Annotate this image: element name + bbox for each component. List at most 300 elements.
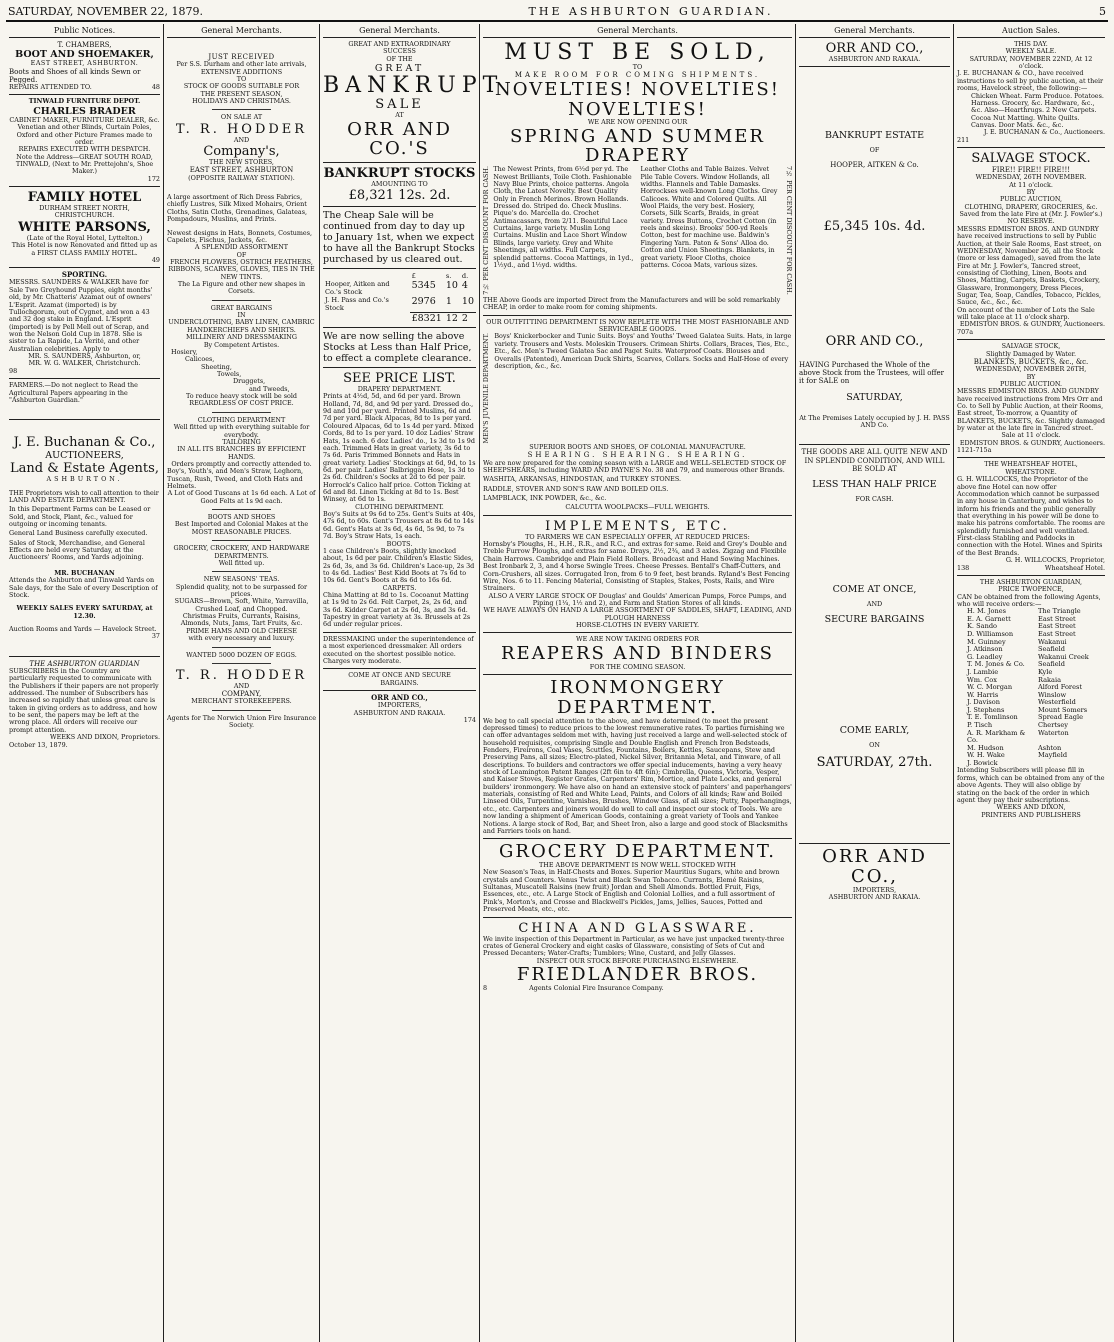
boys-hats: Boy's, Youth's, and Men's Straw, Leghorn, Tuscan, Rush, Tweed, and Cloth Hats and Helmets. — [167, 467, 304, 491]
buchanan-signature: J. E. BUCHANAN & Co., Auctioneers. — [983, 128, 1105, 137]
sale-at-11: Sale at 11 o'clock. — [1001, 431, 1061, 440]
saturday: SATURDAY, — [846, 391, 903, 403]
wheatsheaf-town: WHEATSTONE. — [1005, 467, 1057, 476]
ad-number: 37 — [151, 632, 160, 641]
sale: SALE — [375, 97, 424, 113]
boots-prices: 1 case Children's Boots, slightly knocked about, 1s 6d per pair. Children's Elastic Sides, 2s 6d, 3s, and 3s 6d. Children's Lace-up, 2s 3d to 4s 6d. Ladies' Best Kidd Boots at 7s 6d to 10s 6d. Gent's Boots at 8s 6d to 16s 6d. — [323, 546, 475, 585]
divider — [212, 109, 272, 110]
table-header: s. — [445, 272, 452, 281]
divider — [483, 838, 792, 839]
willcocks-place: Wheatsheaf Hotel. — [1044, 563, 1105, 572]
divider — [9, 656, 160, 657]
total-pence: 2 — [460, 312, 476, 324]
agent-name: W. H. Wake — [967, 751, 1005, 760]
divider — [483, 632, 792, 633]
friedlander-bros: FRIEDLANDER BROS. — [516, 964, 759, 985]
divider — [323, 206, 476, 207]
premises: At The Premises Lately occupied by J. H. PASS AND Co. — [799, 413, 950, 430]
holidays: HOLIDAYS AND CHRISTMAS. — [192, 97, 291, 106]
and: AND — [233, 681, 250, 690]
carpets-prices: China Matting at 8d to 1s. Cocoanut Matting at 1s 9d to 2s 6d. Felt Carpet, 2s, 2s 6d, and 3s 6d. Kidder Carpet at 2s 6d, 3s, and 3s 6d. Tapestry in great variety at 3s. Brussels at 2s 6d under regular prices. — [323, 591, 471, 629]
divider — [9, 419, 160, 420]
sale-date: SATURDAY, NOVEMBER 22ND, At 12 o'clock. — [969, 54, 1093, 71]
agent-location: Chertsey — [1038, 720, 1069, 729]
agent-name: J. Stephens — [967, 705, 1005, 714]
edmiston-instructions-2: MESSRS EDMISTON BROS. AND GUNDRY have received instructions from Mrs Orr and Co. to Sell by Public Auction, at their Rooms, East street, To-morrow, a Quantity of BLANKETS, BUCKETS, &c. Slightly damaged by water at the late fire in Tancred street. — [957, 387, 1105, 433]
ironmongery-body: We beg to call special attention to the above, and have determined (to meet the present depressed times) to reduce prices to the lowest remunerative rates. To parties furnishing we can offer advantages seldom met with, having just received a large and well-selected stock of household requisites, comprising Single and Double English and French Iron Bedsteads, Fenders, Fireirons, Coal Vases, Scuttles, Fountains, Boilers, Kettles, Saucepans, Stew and Preserving Pans, all sizes; Electro-plated, Nickel Silver, Britannia Metal, and Tinware, of all descriptions. To builders and contractors we offer special inducements, having a very heavy stock of Leamington Patent Ranges (2ft 6in to 4ft 6in); Cimbrella, Queens, Victoria, Vesper, and Kaiser Stoves, Register Grates, Carpenters' Rim, Mortice, and Plate Locks, and general builders' ironmongery. We have also on hand an extensive stock of painters' and paperhangers' materials, consisting of Red and White Lead, Paints, and Colors of all kinds; Raw and Boiled Linseed Oils, Turpentine, Varnishes, Brushes, Window Glass, of all sizes; Putty, Paperhangings, etc., etc. Carpenters and joiners would do well to call and inspect our stock of Tools. We are now landing a shipment of American Goods, containing a great variety of Tools and Yankee Notions. A large stock of Rod, Bar, and Sheet Iron, also a large and good stock of Blacksmiths and Farriers tools on hand. — [483, 716, 792, 835]
boots-shoes: BOOTS AND SHOES — [207, 513, 276, 522]
grocery-body: Well fitted up. — [218, 558, 265, 567]
china-glassware: CHINA AND GLASSWARE. — [518, 920, 757, 936]
divider — [957, 147, 1105, 148]
orr-and-co: ORR AND CO., — [825, 41, 924, 56]
lampblack: LAMPBLACK, INK POWDER, &c., &c. — [483, 494, 607, 502]
company: Company's, — [203, 144, 280, 160]
come-early: COME EARLY, — [839, 724, 910, 736]
agent-location: Alford Forest — [1038, 683, 1083, 692]
discount-side-right: 7½ PER CENT DISCOUNT FOR CASH. — [785, 166, 793, 296]
row-label: J. H. Pass and Co.'s Stock — [325, 296, 389, 313]
divider — [212, 540, 272, 541]
buchanan-body-4: Sales of Stock, Merchandise, and General Effects are held every Saturday, at the Auctioneers' Rooms, and Yards adjoining. — [9, 538, 145, 562]
shearing-body: We are now prepared for the coming season with a LARGE and WELL-SELECTED STOCK OF SHEEPSHEARS, including WARD AND PAYNE'S No. 38 and 79, and numerous other Brands. — [483, 458, 787, 474]
buchanan-body-1: THE Proprietors wish to call attention to their LAND AND ESTATE DEPARTMENT. — [9, 488, 159, 504]
per-ship: Per S.S. Durham and other late arrivals, — [176, 60, 307, 69]
issue-date: SATURDAY, NOVEMBER 22, 1879. — [8, 5, 203, 18]
bankrupt-estate: BANKRUPT ESTATE — [824, 130, 925, 142]
cell-pence: 10 — [461, 296, 474, 308]
hotel-title: FAMILY HOTEL — [27, 190, 142, 206]
hotel-address: DURHAM STREET NORTH, CHRISTCHURCH. — [39, 204, 130, 220]
divider — [957, 575, 1105, 576]
fire: FIRE!! FIRE!! FIRE!!! — [991, 166, 1071, 175]
great-and-extraordinary: GREAT AND EXTRAORDINARY — [348, 40, 451, 48]
must-be-sold: MUST BE SOLD, — [504, 40, 771, 65]
of: OF — [236, 250, 247, 259]
outfitting-block — [483, 333, 792, 443]
china-body: We invite inspection of this Department in Particular, as we have just unpacked twenty-three crates of General Crockery and eight casks of Glassware, consisting of Sets of Cut and Pressed Decanters; Water-Crafts; Tumblers; Wine, Custard, and Jelly Glasses. — [483, 934, 785, 958]
agent-location: Spread Eagle — [1038, 713, 1084, 722]
inspect-stock: INSPECT OUR STOCK BEFORE PURCHASING ELSEWHERE. — [536, 956, 739, 965]
divider — [212, 571, 272, 572]
agent-name: H. M. Jones — [967, 607, 1007, 616]
implements-sub: TO FARMERS WE CAN ESPECIALLY OFFER, AT REDUCED PRICES: — [525, 532, 750, 541]
direct-import: THE Above Goods are imported Direct from the Manufacturers and will be sold remarkably CHEAP, in order to make room for coming shipments. — [483, 296, 781, 312]
saturday-27th: SATURDAY, 27th. — [816, 755, 933, 771]
wheatsheaf-hotel: THE WHEATSHEAF HOTEL, — [984, 460, 1078, 469]
divider — [212, 509, 272, 510]
dress-fabrics: A large assortment of Rich Dress Fabrics, chiefly Lustres, Silk Mixed Mohairs, Orient Cloths, Satin Cloths, Grenadines, Galateas, Pompadours, Muslins, and Prints. — [167, 193, 308, 224]
sale-items: Chicken Wheat. Farm Produce. Potatoes. Harness. Grocery, &c. Hardware, &c., &c. Also—Hearthrugs. 2 New Carpets. Cocoa Nut Matting. White Quilts. Canvas. Door Mats. &c., &c. — [971, 91, 1104, 129]
table-row — [323, 280, 476, 296]
spring-summer: SPRING AND SUMMER DRAPERY — [510, 125, 765, 167]
and: AND — [866, 599, 883, 608]
divider — [323, 268, 476, 269]
water-damaged: Slightly Damaged by Water. — [985, 349, 1076, 358]
great: GREAT — [374, 63, 425, 75]
in: IN — [237, 311, 246, 320]
estate-amount: £5,345 10s. 4d. — [823, 218, 926, 234]
divider — [212, 300, 272, 301]
just-received: JUST RECEIVED — [208, 53, 275, 61]
column-public-notices — [6, 24, 164, 1342]
no-reserve: NO RESERVE. — [1007, 217, 1055, 226]
hosiery: Hosiery, — [171, 347, 198, 356]
outfitting: OUR OUTFITTING DEPARTMENT IS NOW REPLETE WITH THE MOST FASHIONABLE AND SERVICEABLE GOODS. — [486, 317, 789, 334]
ad-number: 49 — [151, 255, 160, 264]
mr-buchanan: MR. BUCHANAN — [54, 568, 115, 577]
see-price-list: SEE PRICE LIST. — [343, 370, 456, 386]
parsons-name: WHITE PARSONS, — [18, 219, 151, 235]
dressmaking: DRESSMAKING under the superintendence of a most experienced dressmaker. All orders executed on the shortest possible notice. Charges very moderate. — [323, 634, 474, 665]
sugars: SUGARS—Brown, Soft, White, Yarravilla, Crushed Loaf, and Chopped. — [174, 597, 309, 613]
christmas-fruits: Christmas Fruits, Currants, Raisins, Almonds, Nuts, Jams, Tart Fruits, &c. — [180, 612, 303, 628]
divider — [212, 647, 272, 648]
parsons-sub: (Late of the Royal Hotel, Lyttelton.) — [26, 233, 143, 242]
columns — [6, 24, 1108, 1342]
divider — [483, 315, 792, 316]
chambers-address: EAST STREET, ASHBURTON. — [30, 59, 139, 68]
page-number: 5 — [1099, 5, 1106, 18]
drapery-block — [483, 166, 792, 295]
ad-number: 138 — [957, 563, 970, 572]
pumps: ALSO A VERY LARGE STOCK OF Douglas' and Goulds' American Pumps, Force Pumps, and Piping (1¼, 1½ and 2), and Farm and Station Stores of all kinds. — [488, 591, 787, 607]
buchanan-body-2: In this Department Farms can be Leased or Sold, and Stock, Plant, &c., valued for outgoing or incoming tenants. — [9, 505, 151, 529]
tuscans: A Lot of Good Tuscans at 1s 6d each. A Lot of Good Felts at 1s 9d each. — [167, 489, 316, 505]
ad-number: 707a — [957, 327, 974, 336]
buchanan-auctioneers: AUCTIONEERS, — [45, 450, 124, 462]
agent-location: Mount Somers — [1038, 705, 1088, 714]
grocery-dept: GROCERY DEPARTMENT. — [499, 841, 776, 863]
for-cash: FOR CASH. — [855, 495, 894, 504]
teas-body: Splendid quality, not to be surpassed for prices. — [175, 582, 308, 598]
extensive-additions: EXTENSIVE ADDITIONS — [200, 67, 283, 76]
table-header: d. — [461, 272, 469, 281]
agent-name: D. Williamson — [967, 630, 1014, 639]
tinwald-title: TINWALD FURNITURE DEPOT. — [28, 97, 141, 106]
implements: IMPLEMENTS, ETC. — [545, 518, 730, 534]
farmers-notice: FARMERS.—Do not neglect to Read the Agricultural Papers appearing in the "Ashburton Guardian." — [9, 381, 138, 404]
less-than-half: We are now selling the above Stocks at Less than Half Price, to effect a complete clearance. — [323, 330, 472, 364]
agent-location: Westerfield — [1038, 698, 1076, 707]
column-orr-estate — [796, 24, 954, 1342]
auction-rooms: Auction Rooms and Yards — Havelock Street. — [9, 624, 157, 633]
corsets: The La Figure and other new shapes in Corsets. — [177, 280, 306, 296]
willcocks-notice: G. H. WILLCOCKS, the Proprietor of the above fine Hotel can now offer Accommodation which cannot be surpassed in any house in Canterbury, and wishes to inform his friends and the public generally that everything in his power will be done to make his patrons comfortable. The rooms are splendidly furnished and well ventilated. First-class Stabling and Paddocks in connection with the Hotel. Wines and Spirits of the Best Brands. — [957, 475, 1105, 557]
washita: WASHITA, ARKANSAS, HINDOSTAN, and TURKEY STONES. — [483, 475, 682, 484]
public-auction: PUBLIC AUCTION, — [999, 195, 1063, 204]
divider — [212, 663, 272, 664]
hats-bonnets: Newest designs in Hats, Bonnets, Costumes, Capelets, Fischus, Jackets, &c. — [167, 228, 313, 244]
come-at-once: COME AT ONCE AND SECURE — [348, 671, 451, 680]
brader-repairs: REPAIRS EXECUTED WITH DESPATCH. — [18, 145, 151, 154]
agent-name: J. Atkinson — [967, 645, 1003, 654]
ad-number: 211 — [957, 135, 970, 144]
clothing-drapery: CLOTHING, DRAPERY, GROCERIES, &c. — [964, 202, 1098, 211]
buchanan-town: ASHBURTON. — [46, 475, 123, 484]
chambers-body: Boots and Shoes of all kinds Sewn or Pegged. — [9, 67, 141, 84]
brader-body: Venetian and other Blinds, Curtain Poles, Oxford and other Picture Frames made to order. — [16, 123, 153, 146]
secure-bargains: SECURE BARGAINS — [824, 613, 925, 625]
colonial-insurance: Agents Colonial Fire Insurance Company. — [529, 983, 664, 992]
agent-name: G. Leadley — [967, 652, 1003, 661]
column-auction-sales — [954, 24, 1108, 1342]
agent-location: Seafield — [1038, 645, 1065, 654]
column-heading: General Merchants. — [483, 24, 792, 38]
cell-shillings: 10 — [445, 280, 458, 292]
newspaper-title: THE ASHBURTON GUARDIAN. — [528, 5, 774, 18]
bargains: BARGAINS. — [380, 678, 419, 687]
branches: IN ALL ITS BRANCHES BY EFFICIENT HANDS. — [177, 445, 306, 461]
brader-name: CHARLES BRADER — [33, 105, 136, 117]
saved-from-fire: Saved from the late Fire at (Mr. J. Fowler's.) — [959, 210, 1103, 219]
guardian-notice: SUBSCRIBERS in the Country are particularly requested to communicate with the Publishers if their papers are not properly addressed. The number of Subscribers has increased so rapidly that unless great care is taken in giving orders as to address, and how to be sent, the papers may be left at the wrong place. All orders will receive our prompt attention. — [9, 666, 159, 734]
drapery-list-right: Leather Cloths and Table Baizes. Velvet Pile Table Covers. Window Hollands, all widths. Flannels and Table Damasks. Horrockses well-known Long Cloths. Grey Calicoes. White and Colored Quilts. All Wool Plaids, the very best. Hosiery, Corsets, Silk Scarfs, Braids, in great variety. Dress Buttons, Crochet Cotton (in reels and skeins). Brooks' 500-yd Reels Cotton, best for machine use. Baldwin's Fingering Yarn. Paton & Sons' Alloa do. Cotton and Union Sheetings. Blankets, in great variety. Floor Cloths, choice patterns. Cocoa Mats, various sizes. — [640, 165, 778, 269]
buchanan-title: J. E. Buchanan & Co., — [13, 435, 156, 451]
sheeting: Sheeting, — [201, 362, 232, 371]
drapery-prices: Prints at 4½d, 5d, and 6d per yard. Brown Holland, 7d, 8d, and 9d per yard. Dressed do., 9d and 10d per yard. Printed Muslins, 6d and 7d per yard. Black Alpacas, 8d to 1s per yard. Coloured Alpacas, 6d to 1s 4d per yard. Mixed Cords, 8d to 1s per yard. 10 doz Ladies' Straw Hats, 1s each. 6 doz Ladies' do., 1s 3d to 1s 9d each. Trimmed Hats in great variety, 3s 6d to 7s 6d. Paris Trimmed Bonnets and Hats in great variety. Ladies' Stockings at 6d, 9d, to 1s 6d. per pair. Ladies' Balbriggan Hose, 1s 3d to 2s 6d. Children's Socks at 2d to 6d per pair. Horrock's Calico half price. Cotton Ticking at 6d and 8d. Linen Ticking at 8d to 1s. Best Winsey, at 6d to 1s. — [323, 392, 476, 504]
to: TO — [632, 63, 643, 72]
importers: IMPORTERS, — [852, 885, 897, 894]
agent-name: K. Sando — [967, 622, 998, 631]
this-day: THIS DAY. — [1014, 40, 1048, 48]
agent-name: J. Bowick — [967, 758, 998, 767]
divider — [483, 515, 792, 516]
agent-location: Wakanui Creek — [1038, 652, 1089, 661]
agent-name: Wm. Cox — [967, 675, 997, 684]
novelties: NOVELTIES! NOVELTIES! NOVELTIES! — [495, 78, 780, 120]
opposite-station: (OPPOSITE RAILWAY STATION). — [188, 173, 295, 182]
divider — [323, 367, 476, 368]
hooper-aitken: HOOPER, AITKEN & Co. — [830, 160, 919, 169]
ad-number: 1121-715a — [957, 446, 992, 455]
agent-name: J. Lambie — [967, 667, 999, 676]
ad-number: 48 — [151, 83, 160, 92]
public-auction-2: PUBLIC AUCTION. — [999, 379, 1063, 388]
now-opening: WE ARE NOW OPENING OUR — [587, 118, 688, 127]
carpets-heading: CARPETS. — [382, 583, 417, 592]
edmiston-signature: EDMISTON BROS. & GUNDRY, Auctioneers. — [959, 320, 1105, 329]
agents-list — [957, 608, 1105, 767]
coming-season: FOR THE COMING SEASON. — [589, 662, 686, 671]
divider — [799, 66, 950, 67]
guardian-signature: WEEKS AND DIXON, Proprietors. — [50, 733, 160, 742]
chambers-trade: BOOT AND SHOEMAKER, — [15, 49, 154, 61]
drapery-list-left: The Newest Prints, from 6½d per yd. The Newest Brilliants, Toile Cloth. Fashionable Navy Blue Prints, choice patterns. Angola Cloth, the Latest Novelty. Best Quality Only in French Merinos. Brown Hollands. Dressed do. Striped do. Check Muslins. Pique's do. Marcella do. Crochet Antimacassars, from 2/11. Beautiful Lace Curtains, large variety. Muslin Long Curtains. Muslin and Lace Short Window Blinds, large variety. Grey and White Sheetings, all widths. Full Carpets, splendid patterns. Cocoa Mattings, in 1yd., 1½yd., and 1½yd. widths. — [493, 165, 634, 269]
orr-and-co-2: ORR AND CO., — [825, 333, 924, 349]
discount-side-left: 7½ PER CENT DISCOUNT FOR CASH. — [482, 166, 490, 296]
table-header-row — [323, 272, 476, 280]
wednesday-26th: WEDNESDAY, NOVEMBER 26TH, — [975, 365, 1087, 374]
hams-cheese: PRIME HAMS AND OLD CHEESE — [186, 626, 297, 635]
edmiston-note: On account of the number of Lots the Sale will take place at 11 o'clock sharp. — [957, 305, 1095, 322]
insurance-agents: Agents for The Norwich Union Fire Insurance Society. — [167, 713, 316, 730]
divider — [9, 186, 160, 187]
new-teas: NEW SEASONS' TEAS. — [203, 575, 280, 584]
merchant-storekeepers: MERCHANT STOREKEEPERS. — [191, 697, 292, 706]
table-header: £ — [411, 272, 416, 281]
grocery-body: New Season's Teas, in Half-Chests and Boxes. Superior Mauritius Sugars, white and brown crystals and Counters. Venus Twist and Black Swan Tobacco. Currants, Elemé Raisins, Sultanas, Muscatell Raisins (new fruit) Jordan and Shell Almonds. Bottled Fruit, Figs, Essences, etc., etc. A Large Stock of English and Colonial Lollies, and a full assortment of Pink's, Morton's, and Crosse and Blackwell's Pickles, Jams, Jellies, Sauces, Potted and Preserved Meats, etc., etc. — [483, 868, 780, 914]
column-heading: General Merchants. — [167, 24, 316, 38]
raddle: RADDLE, STOVER AND SON'S RAW AND BOILED OILS. — [483, 484, 669, 493]
towns: ASHBURTON AND RAKAIA. — [828, 55, 921, 63]
divider — [957, 339, 1105, 340]
and: AND — [233, 135, 250, 144]
column-heading: Public Notices. — [9, 24, 160, 38]
edmiston-signature-2: EDMISTON BROS. & GUNDRY, Auctioneers. — [959, 438, 1105, 447]
cell-pounds: 5345 — [411, 280, 436, 292]
come-at-once: COME AT ONCE, — [832, 583, 917, 595]
table-row — [323, 296, 476, 312]
present-season: THE PRESENT SEASON, — [200, 89, 283, 98]
drapery-list — [493, 166, 781, 295]
agent-name: M. Guinney — [967, 637, 1006, 646]
divider — [9, 378, 160, 379]
at-11: At 11 o'clock. — [1009, 180, 1053, 189]
tweeds: and Tweeds, — [249, 384, 290, 393]
agent-location: Mayfield — [1038, 751, 1068, 760]
table-total-row — [323, 312, 476, 324]
success: SUCCESS — [383, 47, 416, 56]
stock-suitable: STOCK OF GOODS SUITABLE FOR — [183, 82, 300, 91]
brader-note: Note the Address—GREAT SOUTH ROAD, TINWALD, (Next to Mr. Prettejohn's, Shoe Maker.) — [15, 152, 154, 176]
orders: Orders promptly and correctly attended to. — [171, 459, 312, 468]
divider — [483, 917, 792, 918]
agent-name: E. A. Garnett — [967, 614, 1011, 623]
mr-buchanan-body: Attends the Ashburton and Tinwald Yards on Sale days, for the Sale of every Description of Stock. — [9, 576, 158, 599]
agent-name: T. E. Tomlinson — [967, 713, 1018, 722]
agent-location: East Street — [1038, 630, 1076, 639]
make-room: MAKE ROOM FOR COMING SHIPMENTS. — [514, 71, 761, 80]
column-heading: General Merchants. — [323, 24, 476, 38]
by: BY — [1026, 188, 1036, 196]
agent-location: Ashton — [1038, 743, 1062, 752]
towns: ASHBURTON AND RAKAIA. — [353, 708, 446, 717]
ironmongery: IRONMONGERY DEPARTMENT. — [550, 676, 725, 718]
horse-cloths: HORSE-CLOTHS IN EVERY VARIETY. — [575, 621, 699, 630]
buchanan-body-3: General Land Business carefully executed. — [9, 529, 148, 538]
weekly-sales: WEEKLY SALES EVERY SATURDAY, at 12.30. — [16, 604, 153, 620]
less-than-half-price: LESS THAN HALF PRICE — [812, 479, 937, 491]
divider — [799, 444, 950, 445]
east-street: EAST STREET, ASHBURTON — [189, 166, 294, 175]
willcocks-signature: G. H. WILLCOCKS, Proprietor, — [1005, 556, 1105, 565]
agent-name: P. Tisch — [967, 720, 993, 729]
ad-number: 98 — [9, 366, 18, 375]
druggets: Druggets, — [233, 377, 266, 386]
agent-name: W. C. Morgan — [967, 683, 1013, 692]
agent-location: Kyle — [1038, 667, 1053, 676]
millinery: MILLINERY AND DRESSMAKING — [186, 333, 297, 342]
chambers-repairs: REPAIRS ATTENDED TO. — [9, 83, 92, 92]
sporting-signature-1: MR. S. SAUNDERS, Ashburton, or, — [28, 352, 141, 361]
cell-pounds: 2976 — [411, 296, 436, 308]
divider — [323, 632, 476, 633]
agent-location: Seafield — [1038, 660, 1065, 669]
column-heading: General Merchants. — [799, 24, 950, 38]
hodder-name: T. R. HODDER — [175, 121, 308, 137]
agent-location: The Triangle — [1038, 607, 1081, 616]
guardian-heading: THE ASHBURTON GUARDIAN, — [979, 577, 1083, 586]
stock-amount: £8,321 12s. 2d. — [348, 188, 451, 204]
company-2: COMPANY, — [221, 690, 262, 699]
orr-and-co: ORR AND CO., — [371, 693, 428, 702]
agent-location: Wakanui — [1038, 637, 1067, 646]
wanted-eggs: WANTED 5000 DOZEN OF EGGS. — [186, 650, 297, 659]
divider — [799, 843, 950, 844]
edmiston-instructions: MESSRS EDMISTON BROS. AND GUNDRY have received instructions to sell by Public Auction, at their Sale Rooms, East street, on WEDNESDAY, November 26, all the Stock (more or less damaged), saved from the late Fire at Mr. J. Fowler's, Tancred street, consisting of Clothing, Linen, Boots and Shoes, Matting, Carpets, Baskets, Crockery, Glassware, Ironmongery, Dress Pieces, Sugar, Tea, Soap, Candles, Tobacco, Pickles, Sauce, &c., &c., &c. — [957, 224, 1102, 307]
towns-2: ASHBURTON AND RAKAIA. — [828, 893, 921, 902]
drapery-heading: DRAPERY DEPARTMENT. — [357, 384, 442, 393]
buchanan-instructions: J. E. BUCHANAN & CO., have received instructions to sell by public auction, at their rooms, Havelock street, the following:— — [957, 69, 1104, 93]
calicoes: Calicoes, — [185, 355, 215, 364]
wednesday: WEDNESDAY, 26TH NOVEMBER. — [975, 173, 1087, 182]
agent-name: M. Hudson — [967, 743, 1004, 752]
divider — [323, 668, 476, 669]
buchanan-land-agents: Land & Estate Agents, — [10, 461, 159, 477]
stock-table — [323, 272, 476, 324]
woolpacks: CALCUTTA WOOLPACKS—FULL WEIGHTS. — [565, 503, 710, 512]
clothing-heading: CLOTHING DEPARTMENT. — [355, 502, 444, 511]
clothing-prices: Boy's Suits at 9s 6d to 25s. Gent's Suits at 40s, 47s 6d, to 60s. Gent's Trousers at 8s 6d to 14s 6d. Gent's Hats at 3s 6d, 4s 6d, 5s 9d, to 7s 7d. Boy's Straw Hats, 1s each. — [323, 510, 476, 541]
total-shillings: 12 — [445, 312, 458, 324]
grocery-sub: THE ABOVE DEPARTMENT IS NOW WELL STOCKED WITH — [539, 861, 736, 870]
great-bargains: GREAT BARGAINS — [210, 303, 273, 312]
agent-location: Waterton — [1038, 728, 1069, 737]
printers-publishers: PRINTERS AND PUBLISHERS — [981, 810, 1081, 819]
agent-name: J. Davison — [967, 698, 1000, 707]
cheap-sale: The Cheap Sale will be continued from day to day up to January 1st, when we expect to have all the Bankrupt Stocks purchased by us cleared out. — [323, 210, 475, 266]
reduce-stock: To reduce heavy stock will be sold REGARDLESS OF COST PRICE. — [185, 392, 298, 408]
shearing: SHEARING. SHEARING. SHEARING. — [527, 451, 748, 460]
sporting-body: MESSRS. SAUNDERS & WALKER have for Sale Two Greyhound Puppies, eight months' old, by Mr. Chatteris' Azamat out of owners' L'Esprit. Azamat (imported) is by Tullochgorum, out of Cygnet, and won a 43 and 32 dog stake in England. L'Esprit (imported) is by Pell Mell out of Scrap, and won the Nelson Gold Cup in 1878. She is sister to La Rapide, La Verité, and other Australian celebrities. Apply to — [9, 278, 153, 353]
clothing-dept: CLOTHING DEPARTMENT — [197, 415, 286, 424]
sporting-heading: SPORTING. — [61, 270, 108, 280]
divider — [9, 267, 160, 268]
agent-location: Rakaia — [1038, 675, 1062, 684]
grocery-depts: GROCERY, CROCKERY, AND HARDWARE DEPARTMENTS. — [173, 544, 310, 560]
hotel-body: This Hotel is now Renovated and fitted up as a FIRST CLASS FAMILY HOTEL. — [11, 241, 158, 257]
bankrupt: BANKRUPT — [323, 73, 504, 99]
bankrupt-stocks: BANKRUPT STOCKS — [323, 166, 476, 182]
masthead — [6, 4, 1108, 22]
purchased-notice: HAVING Purchased the Whole of the above Stock from the Trustees, will offer it for SALE on — [799, 360, 944, 386]
at: AT — [395, 111, 404, 120]
orr-and-cos: ORR AND CO.'S — [347, 118, 452, 160]
hams-body: with every necessary and luxury. — [188, 634, 295, 643]
ad-number: 8 — [483, 983, 488, 992]
agent-location: Winslow — [1038, 690, 1067, 699]
chambers-name: T. CHAMBERS, — [57, 41, 112, 49]
of-the: OF THE — [386, 54, 413, 63]
goods-condition: THE GOODS ARE ALL QUITE NEW AND IN SPLENDID CONDITION, AND WILL BE SOLD AT — [801, 448, 948, 473]
divider — [323, 690, 476, 691]
salvage-stock: SALVAGE STOCK. — [971, 151, 1091, 167]
intending-subscribers: Intending Subscribers will please fill in forms, which can be obtained from any of the above Agents. They will also oblige by stating on the back of the order in which agent they pay their subscriptions. — [957, 766, 1105, 804]
divider — [9, 94, 160, 95]
on: ON — [869, 740, 880, 749]
ad-number: 174 — [463, 715, 476, 724]
hodder-name-2: T. R. HODDER — [175, 667, 308, 683]
agent-name: T. M. Jones & Co. — [967, 660, 1025, 669]
reapers-binders: REAPERS AND BINDERS — [501, 642, 774, 664]
artistes: By Competent Artistes. — [203, 340, 280, 349]
orr-and-co-3: ORR AND CO., — [822, 846, 927, 888]
by: BY — [1026, 372, 1036, 381]
salvage-stock-2: SALVAGE STOCK, — [1001, 342, 1061, 351]
agent-location: East Street — [1038, 622, 1076, 631]
on-sale-at: ON SALE AT — [220, 113, 263, 122]
